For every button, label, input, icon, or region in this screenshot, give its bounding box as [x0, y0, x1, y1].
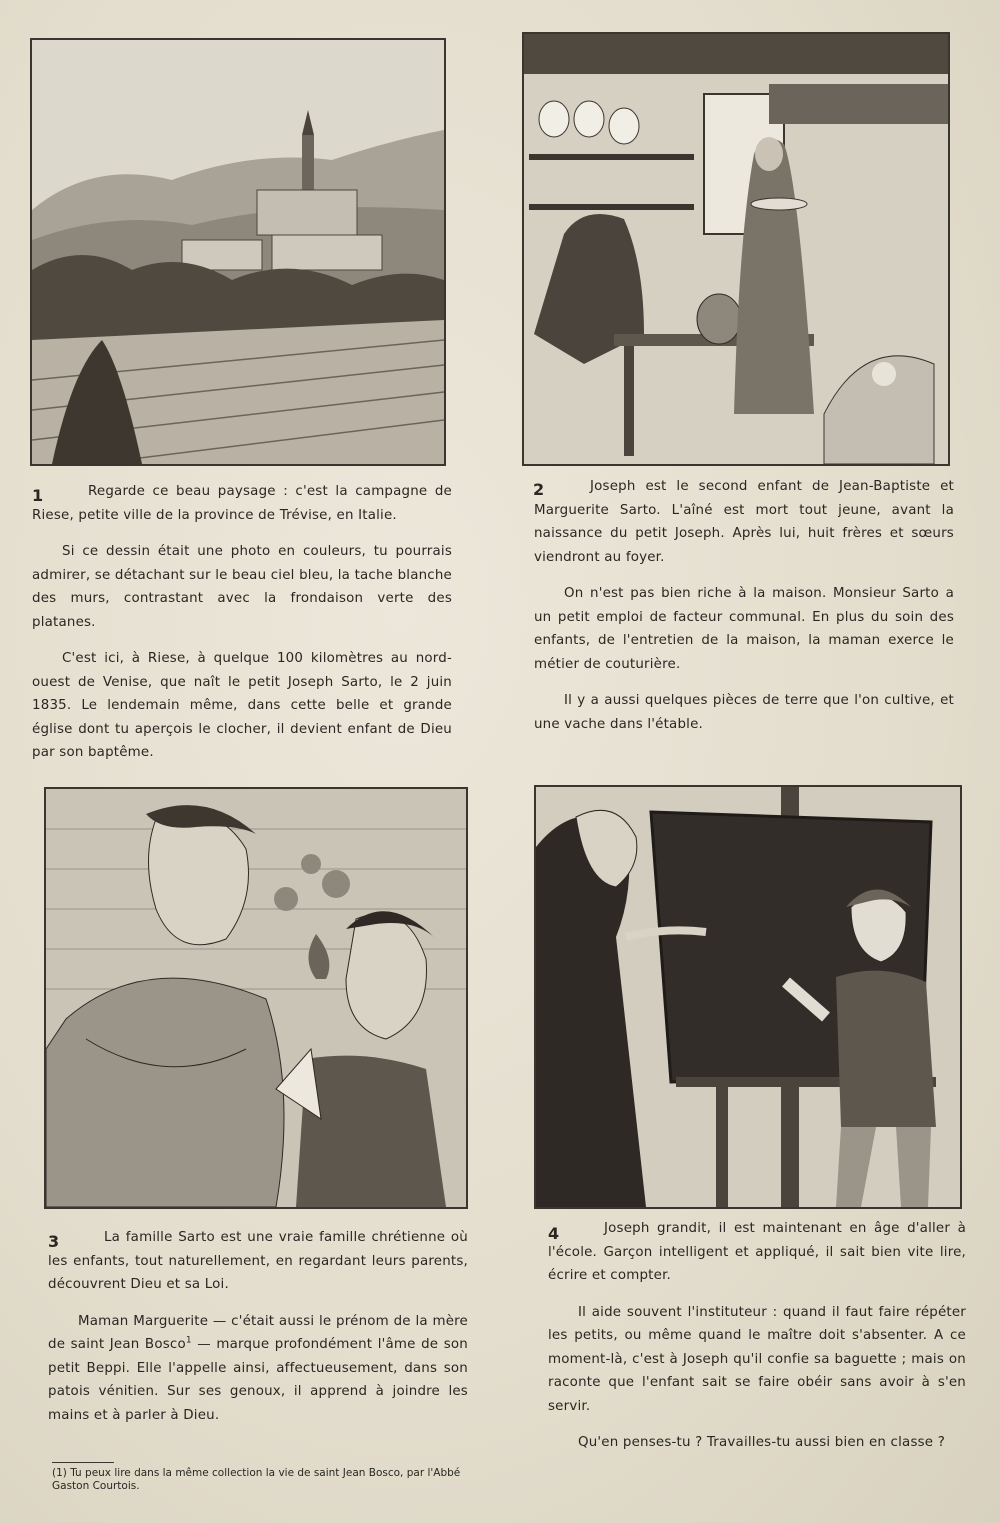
section-2-text	[534, 475, 954, 749]
footnote: (1) Tu peux lire dans la même collection la vie de saint Jean Bosco, par l'Abbé Gaston Courtois.	[52, 1467, 461, 1492]
footnote-divider	[52, 1462, 114, 1463]
footnote-mark: 1	[185, 1335, 192, 1346]
paragraph: Il y a aussi quelques pièces de terre que l'on cultive, et une vache dans l'étable.	[534, 693, 954, 732]
section-number-1: 1	[32, 486, 44, 505]
paragraph: On n'est pas bien riche à la maison. Monsieur Sarto a un petit emploi de facteur communal. En plus du soin des enfants, de l'entretien de la maison, la maman exerce le métier de couturière.	[534, 586, 954, 672]
section-4-text	[548, 1217, 966, 1468]
paragraph: Joseph grandit, il est maintenant en âge d'aller à l'école. Garçon intelligent et appliqué, il sait bien vite lire, écrire et compter.	[548, 1221, 966, 1283]
paragraph: Joseph est le second enfant de Jean-Baptiste et Marguerite Sarto. L'aîné est mort tout jeune, avant la naissance du petit Joseph. Après lui, huit frères et sœurs viendront au foyer.	[534, 479, 954, 565]
section-number-2: 2	[533, 480, 545, 499]
section-number-4: 4	[548, 1224, 560, 1243]
paragraph: Si ce dessin était une photo en couleurs, tu pourrais admirer, se détachant sur le beau ciel bleu, la tache blanche des murs, contrastant avec la frondaison verte des platanes.	[32, 544, 452, 630]
section-3-text	[48, 1226, 468, 1440]
paragraph: C'est ici, à Riese, à quelque 100 kilomètres au nord-ouest de Venise, que naît le petit Joseph Sarto, le 2 juin 1835. Le lendemain même, dans cette belle et grande église dont tu aperçois le clocher, il devient enfant de Dieu par son baptême.	[32, 651, 452, 760]
paragraph: Regarde ce beau paysage : c'est la campagne de Riese, petite ville de la province de Trévise, en Italie.	[32, 484, 452, 523]
illustration-kitchen	[522, 32, 950, 466]
illustration-landscape	[30, 38, 446, 466]
illustration-blackboard	[534, 785, 962, 1209]
paragraph: Maman Marguerite — c'était aussi le prénom de la mère de saint Jean Bosco	[48, 1313, 468, 1352]
paragraph: Qu'en penses-tu ? Travailles-tu aussi bien en classe ?	[578, 1435, 945, 1450]
paragraph: Il aide souvent l'instituteur : quand il faut faire répéter les petits, ou même quand le maître doit s'absenter. A ce moment-là, c'est à Joseph qu'il confie sa baguette ; mais on raconte que l'enfant sait se faire obéir sans avoir à s'en servir.	[548, 1304, 966, 1414]
paragraph: La famille Sarto est une vraie famille chrétienne où les enfants, tout naturellement, en regardant leurs parents, découvrent Dieu et sa Loi.	[48, 1230, 468, 1292]
section-number-3: 3	[48, 1232, 60, 1251]
paragraph: — marque profondément l'âme de son petit Beppi. Elle l'appelle ainsi, affectueusement, dans son patois vénitien. Sur ses genoux, il apprend à joindre les mains et à parler à Dieu.	[48, 1337, 468, 1423]
section-1-text	[32, 480, 452, 778]
illustration-mother-child	[44, 787, 468, 1209]
